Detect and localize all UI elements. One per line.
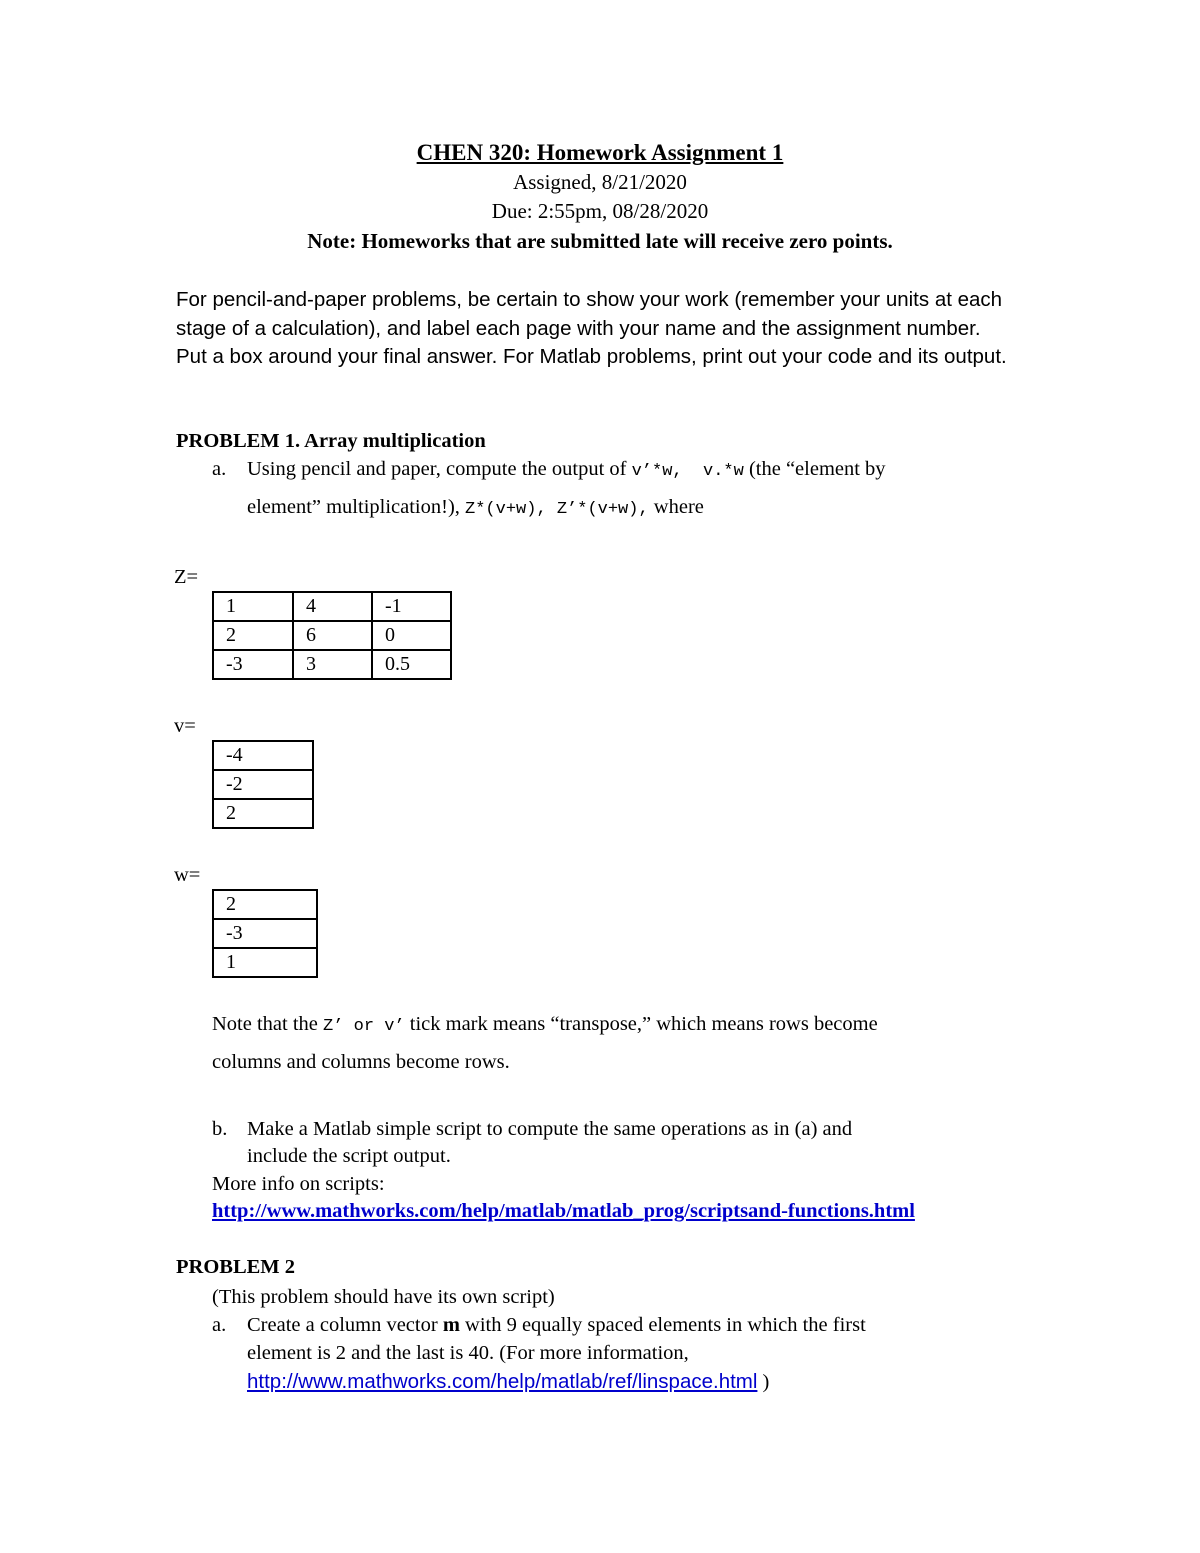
problem2-a-marker: a. (212, 1314, 227, 1336)
intro-paragraph: For pencil-and-paper problems, be certain to show your work (remember your units at each stage of a calculation), and label each page with your name and the assignment number. Put a box around your final answer. For Matlab problems, print out your code and its output. (176, 288, 1007, 368)
problem1-b-line2: include the script output. (247, 1145, 451, 1167)
table-row (213, 919, 317, 948)
problem2-subnote: (This problem should have its own script) (212, 1286, 555, 1308)
table-cell: 0.5 (372, 650, 451, 679)
problem1-a-code1: v’*w, v.*w (631, 462, 744, 481)
transpose-note-post: tick mark means “transpose,” which means rows become (404, 1013, 878, 1035)
problem2-a-line1-pre: Create a column vector (247, 1314, 443, 1336)
table-cell: 3 (293, 650, 372, 679)
problem1-a-line1 (247, 458, 886, 481)
problem2-heading: PROBLEM 2 (176, 1256, 296, 1278)
problem1-a-line1-tail: (the “element by (743, 458, 886, 480)
matrix-z-table (212, 591, 452, 680)
table-cell: -2 (213, 770, 313, 799)
table-row (213, 948, 317, 977)
table-cell: 2 (213, 799, 313, 828)
table-cell: -4 (213, 741, 313, 770)
table-row (213, 621, 451, 650)
table-cell: 1 (213, 592, 293, 621)
table-row (213, 770, 313, 799)
problem1-b-line1: Make a Matlab simple script to compute the same operations as in (a) and (247, 1118, 853, 1140)
problem1-a-code2: Z*(v+w), Z’*(v+w), (465, 500, 649, 519)
problem1-a-line1-text: Using pencil and paper, compute the output of (247, 458, 632, 480)
transpose-note-code: Z’ or v’ (323, 1017, 405, 1036)
more-info-label: More info on scripts: (212, 1173, 385, 1195)
vector-w-label: w= (174, 864, 201, 886)
problem1-a-line2-tail: where (648, 496, 704, 518)
table-cell: 2 (213, 890, 317, 919)
page-title: CHEN 320: Homework Assignment 1 (416, 140, 784, 165)
problem1-heading: PROBLEM 1. Array multiplication (176, 430, 486, 452)
table-cell: -1 (372, 592, 451, 621)
due-date: Due: 2:55pm, 08/28/2020 (491, 199, 709, 223)
problem2-a-var: m (442, 1314, 460, 1336)
table-cell: 2 (213, 621, 293, 650)
linspace-help-link[interactable]: http://www.mathworks.com/help/matlab/ref/linspace.html (247, 1370, 758, 1393)
vector-v-label: v= (174, 715, 196, 737)
table-cell: 0 (372, 621, 451, 650)
transpose-note-line2: columns and columns become rows. (212, 1051, 510, 1073)
problem1-a-line2-text: element” multiplication!), (247, 496, 466, 518)
problem2-a-line3 (247, 1370, 769, 1394)
problem2-a-line2: element is 2 and the last is 40. (For more information, (247, 1342, 689, 1364)
table-row (213, 650, 451, 679)
problem1-a-marker: a. (212, 458, 227, 480)
assigned-date: Assigned, 8/21/2020 (513, 170, 687, 194)
problem1-a-line2 (247, 496, 704, 519)
problem2-a-line1-post: with 9 equally spaced elements in which the first (459, 1314, 866, 1336)
table-cell: 6 (293, 621, 372, 650)
problem2-a-link-tail: ) (757, 1371, 770, 1393)
table-row (213, 592, 451, 621)
problem2-a-line1 (247, 1314, 866, 1337)
vector-w-table (212, 889, 318, 978)
table-row (213, 741, 313, 770)
table-cell: 4 (293, 592, 372, 621)
scripts-help-link[interactable]: http://www.mathworks.com/help/matlab/matlab_prog/scriptsand-functions.html (212, 1200, 915, 1222)
table-cell: 1 (213, 948, 317, 977)
matrix-z-label: Z= (174, 566, 199, 588)
table-row (213, 799, 313, 828)
table-row (213, 890, 317, 919)
table-cell: -3 (213, 919, 317, 948)
transpose-note-line1 (212, 1013, 878, 1036)
table-cell: -3 (213, 650, 293, 679)
problem1-b-marker: b. (212, 1118, 228, 1140)
vector-v-table (212, 740, 314, 829)
transpose-note-pre: Note that the (212, 1013, 324, 1035)
late-note: Note: Homeworks that are submitted late will receive zero points. (307, 229, 893, 253)
